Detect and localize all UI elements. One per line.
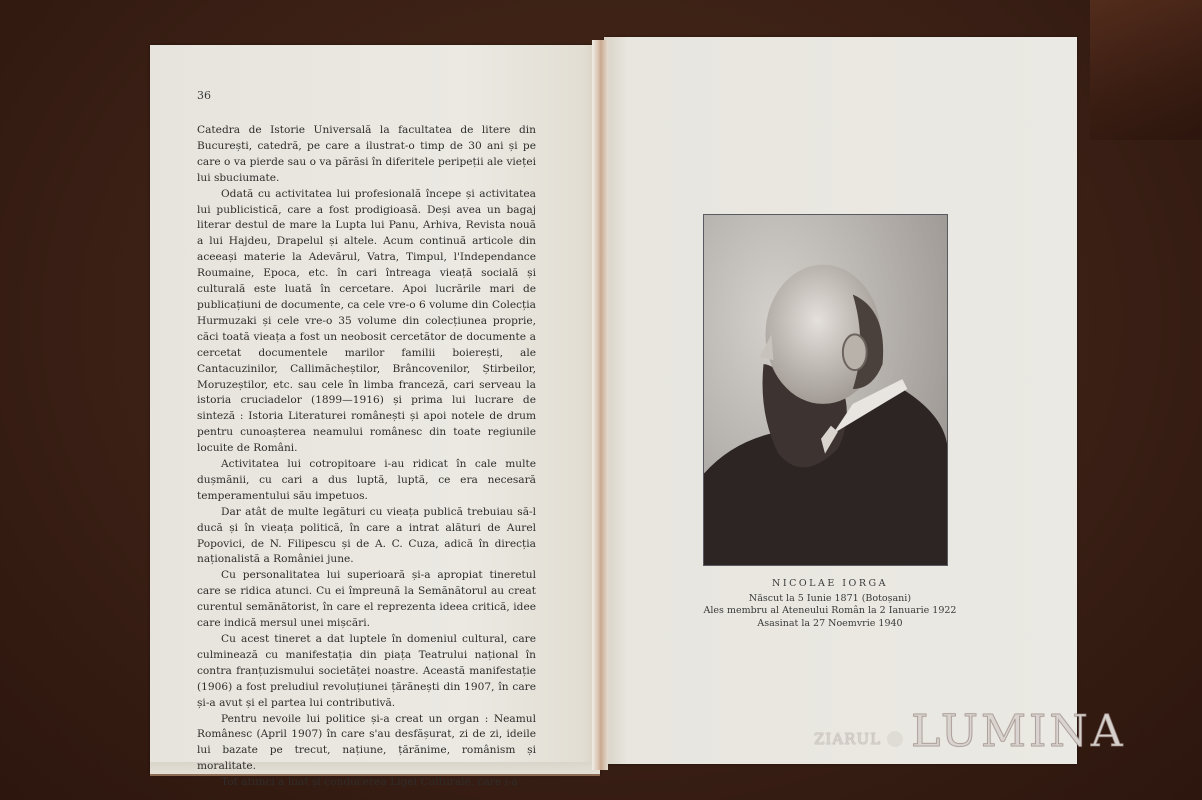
book-spine xyxy=(592,40,608,770)
paragraph: Tot atunci a luat și conducerea Ligei Culturale, care i-a xyxy=(221,776,518,789)
watermark-name: LUMINA xyxy=(911,706,1126,757)
emblem-icon xyxy=(887,731,903,747)
paragraph: Dar atât de multe legături cu vieața publică trebuiau să-l ducă și în vieața politică, în care a intrat alături de Aurel Popovici, de N. Filipescu și de A. C. Cuza, adică în direcția naționalistă a României june. xyxy=(197,505,536,566)
caption-birth: Născut la 5 Iunie 1871 (Botoșani) xyxy=(748,592,912,604)
paragraph: Odată cu activitatea lui profesională începe și activitatea lui publicistică, care a fost prodigioasă. Deși avea un bagaj literar destul de mare la Lupta lui Panu, Arhiva, Revista nouă a lui Hajdeu, Drapelul și altele. Acum continuă articole din aceeași materie la Adevărul, Vatra, Timpul, l'Independance Roumaine, Epoca, etc. în cari întreaga vieață socială și culturală este luată în cercetare. Apoi lucrările mari de publicațiuni de documente, ca cele vre-o 6 volume din Colecția Hurmuzaki și cele vre-o 35 volume din colecțiunea proprie, căci toată vieața a fost un neobosit cercetător de documente a cercetat documentele marilor familii boierești, ale Cantacuzinilor, Callimăcheștilor, Brâncovenilor, Știrbeilor, Moruzeștilor, etc. sau cele în limba franceză, cari serveau la istoria cruciadelor (1899—1916) și prima lui lucrare de sinteză : Istoria Literaturei românești și apoi notele de drum pentru cunoașterea neamului românesc din toate regiunile locuite de Români. xyxy=(197,187,536,455)
paragraph: Cu personalitatea lui superioară și-a apropiat tineretul care se ridica atunci. Cu ei împreună la Semănătorul au creat curentul semănătorist, în care el reprezenta ideea critică, idee care indică mersul unei mișcări. xyxy=(197,569,536,630)
caption-membership: Ales membru al Ateneului Român la 2 Ianuarie 1922 xyxy=(703,605,957,616)
background-shadow xyxy=(1090,0,1202,140)
paragraph: Cu acest tineret a dat luptele în domeniul cultural, care culminează cu manifestația din piața Teatrului național în contra franțuzismului societăței noastre. Această manifestație (1906) a fost preludiul revoluțiunei țărănești din 1907, în care și-a avut și el partea lui contributivă. xyxy=(197,633,536,709)
portrait-illustration xyxy=(704,215,947,565)
photo-caption xyxy=(700,578,960,630)
caption-name: NICOLAE IORGA xyxy=(772,578,888,589)
paragraph: Catedra de Istorie Universală la facultatea de litere din București, catedră, pe care a ilustrat-o timp de 30 ani și pe care o va pierde sau o va părăsi în diferitele peripeții ale vieței lui sbuciumate. xyxy=(197,124,536,184)
portrait-photo xyxy=(703,214,948,566)
body-text xyxy=(197,123,536,791)
watermark-prefix: ZIARUL xyxy=(814,730,882,748)
paragraph: Activitatea lui cotropitoare i-au ridicat în cale multe dușmănii, cu cari a dus luptă, luptă, ce era necesară temperamentului său impetuos. xyxy=(197,458,536,502)
page-number: 36 xyxy=(197,89,211,102)
caption-death: Asasinat la 27 Noemvrie 1940 xyxy=(757,617,903,629)
paragraph: Pentru nevoile lui politice și-a creat un organ : Neamul Românesc (April 1907) în care s'au desfășurat, zi de zi, ideile lui bazate pe trecut, națiune, țărănime, românism și moralitate. xyxy=(197,712,536,773)
watermark-logo xyxy=(814,706,1126,757)
